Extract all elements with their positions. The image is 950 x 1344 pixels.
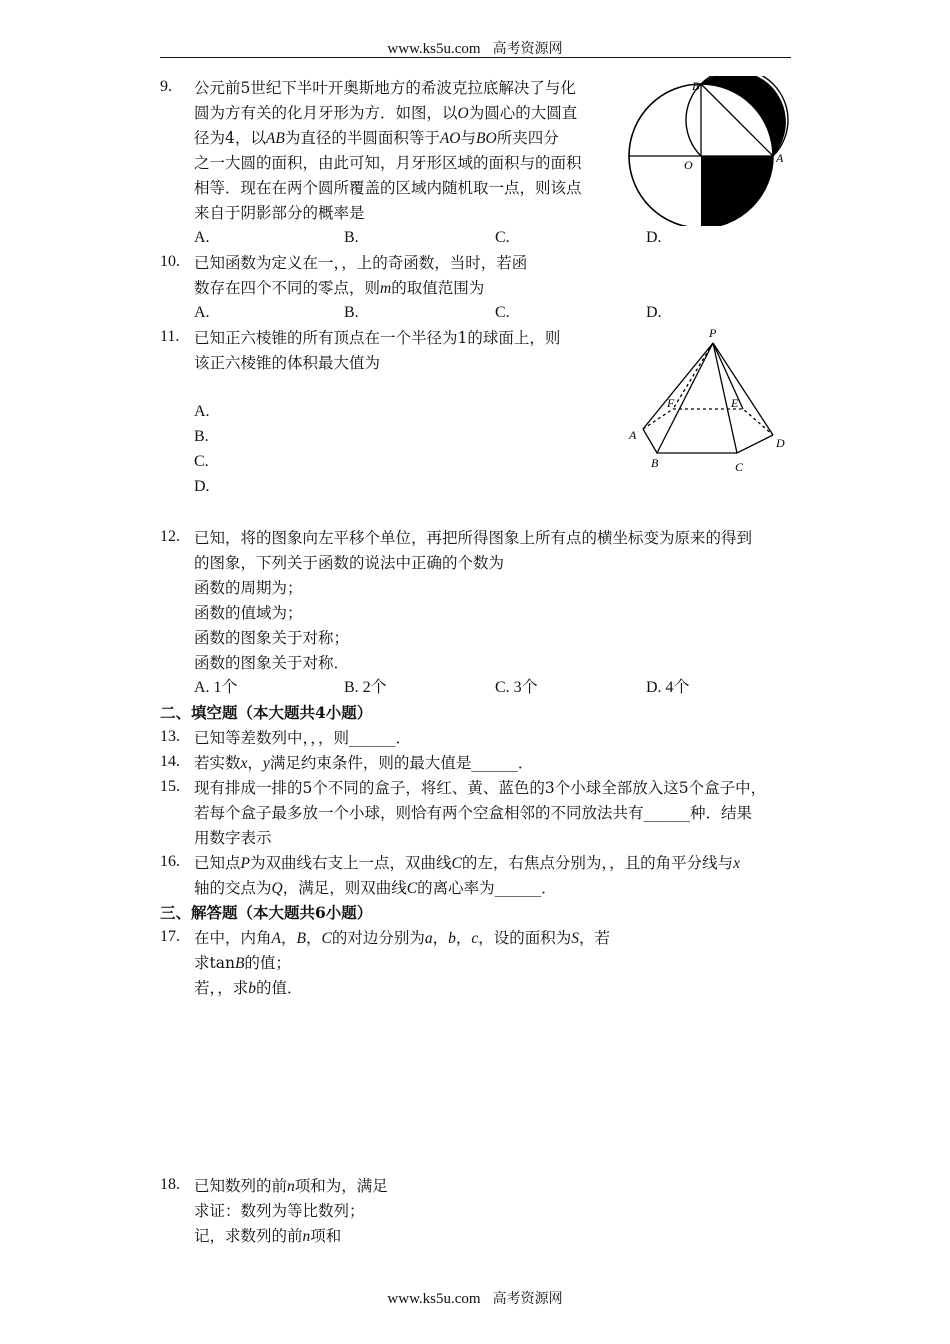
q16-line-2: 轴的交点为Q，满足，则双曲线C的离心率为______．	[194, 879, 557, 897]
header-rule	[160, 57, 791, 58]
q15-line-1: 现有排成一排的5个不同的盒子，将红、黄、蓝色的3个小球全部放入这5个盒子中，	[194, 779, 767, 797]
label-c: C	[735, 460, 744, 474]
edge-pd	[713, 343, 773, 435]
q12-line-1: 已知，将的图象向左平移个单位，再把所得图象上所有点的横坐标变为原来的得到	[194, 529, 753, 547]
label-f: F	[667, 396, 675, 410]
q9-number: 9.	[160, 78, 172, 95]
q9-line-2: 圆为方有关的化月牙形为方．如图，以O为圆心的大圆直	[194, 104, 578, 122]
q12-number: 12.	[160, 528, 180, 545]
q11-line-1: 已知正六棱锥的所有顶点在一个半径为1的球面上，则	[194, 329, 561, 347]
lune-shaded-region	[701, 76, 786, 156]
q9-line-1: 公元前5世纪下半叶开奥斯地方的希波克拉底解决了与化	[194, 79, 576, 97]
q13-number: 13.	[160, 728, 180, 745]
footer-site: 高考资源网	[492, 1291, 563, 1307]
header-site: 高考资源网	[492, 41, 563, 57]
q11-option-b: B.	[194, 428, 209, 445]
q16-line-1: 已知点P为双曲线右支上一点，双曲线C的左，右焦点分别为，，且的角平分线与x	[194, 854, 740, 872]
q14-number: 14.	[160, 753, 180, 770]
q11-number: 11.	[160, 328, 180, 345]
pyramid-base-back	[643, 409, 773, 435]
q12-statement-2: 函数的值域为；	[194, 604, 303, 622]
q15-line-3: 用数字表示	[194, 829, 272, 847]
label-a: A	[629, 428, 637, 442]
q12-option-d: D. 4个	[646, 679, 690, 696]
q10-option-d: D.	[646, 304, 662, 321]
q10-option-c: C.	[495, 304, 510, 321]
q9-line-4: 之一大圆的面积，由此可知，月牙形区域的面积与的面积	[194, 154, 582, 172]
page-footer	[0, 1288, 950, 1308]
label-e: E	[731, 396, 739, 410]
label-b: B	[651, 456, 659, 470]
label-b: B	[692, 79, 700, 93]
q12-line-2: 的图象，下列关于函数的说法中正确的个数为	[194, 554, 505, 572]
q18-line-2: 求证：数列为等比数列；	[194, 1202, 365, 1220]
q10-option-a: A.	[194, 304, 210, 321]
label-p: P	[709, 326, 717, 340]
footer-url: www.ks5u.com	[387, 1291, 481, 1307]
q9-option-d: D.	[646, 229, 662, 246]
q17-line-2: 求tanB的值；	[194, 954, 291, 972]
label-d: D	[776, 436, 785, 450]
q15-number: 15.	[160, 778, 180, 795]
q12-statement-1: 函数的周期为；	[194, 579, 303, 597]
section-solution-heading: 三、解答题（本大题共6小题）	[160, 903, 373, 922]
quarter-shaded-region	[701, 156, 773, 226]
q9-option-c: C.	[495, 229, 510, 246]
q18-number: 18.	[160, 1176, 180, 1193]
q11-option-c: C.	[194, 453, 209, 470]
q10-line-2: 数存在四个不同的零点，则m的取值范围为	[194, 279, 485, 297]
q9-option-a: A.	[194, 229, 210, 246]
q12-option-b: B. 2个	[344, 679, 387, 696]
q12-statement-3: 函数的图象关于对称；	[194, 629, 350, 647]
page-header	[0, 38, 950, 58]
q11-option-d: D.	[194, 478, 210, 495]
q11-pyramid-figure	[625, 323, 795, 478]
q11-line-2: 该正六棱锥的体积最大值为	[194, 354, 381, 372]
q17-line-1: 在中，内角A，B，C的对边分别为a，b，c，设的面积为S，若	[194, 929, 611, 947]
label-o: O	[684, 158, 693, 172]
q12-option-a: A. 1个	[194, 679, 238, 696]
q9-line-5: 相等．现在在两个圆所覆盖的区域内随机取一点，则该点	[194, 179, 582, 197]
q10-option-b: B.	[344, 304, 359, 321]
edge-pb	[657, 343, 713, 453]
edge-pf	[673, 343, 713, 409]
q14-text: 若实数x，y满足约束条件，则的最大值是______．	[194, 754, 534, 772]
q13-text: 已知等差数列中，，，则______．	[194, 729, 412, 747]
q9-option-b: B.	[344, 229, 359, 246]
q17-number: 17.	[160, 928, 180, 945]
q12-option-c: C. 3个	[495, 679, 538, 696]
q10-number: 10.	[160, 253, 180, 270]
q17-line-3: 若，，求b的值．	[194, 979, 303, 997]
q12-statement-4: 函数的图象关于对称．	[194, 654, 350, 672]
q15-line-2: 若每个盒子最多放一个小球，则恰有两个空盒相邻的不同放法共有______种．结果	[194, 804, 753, 822]
section-fill-in-heading: 二、填空题（本大题共4小题）	[160, 703, 373, 722]
q18-line-1: 已知数列的前n项和为，满足	[194, 1177, 388, 1195]
q11-option-a: A.	[194, 403, 210, 420]
q9-line-6: 来自于阴影部分的概率是	[194, 204, 365, 222]
q16-number: 16.	[160, 853, 180, 870]
q10-line-1: 已知函数为定义在一，，上的奇函数，当时，若函	[194, 254, 528, 272]
q9-line-3: 径为4，以AB为直径的半圆面积等于AO与BO所夹四分	[194, 129, 559, 147]
header-url: www.ks5u.com	[387, 41, 481, 57]
q9-lune-figure	[628, 76, 793, 226]
q18-line-3: 记，求数列的前n项和	[194, 1227, 342, 1245]
edge-pe	[713, 343, 743, 409]
edge-pa	[643, 343, 713, 429]
label-a: A	[776, 151, 784, 165]
